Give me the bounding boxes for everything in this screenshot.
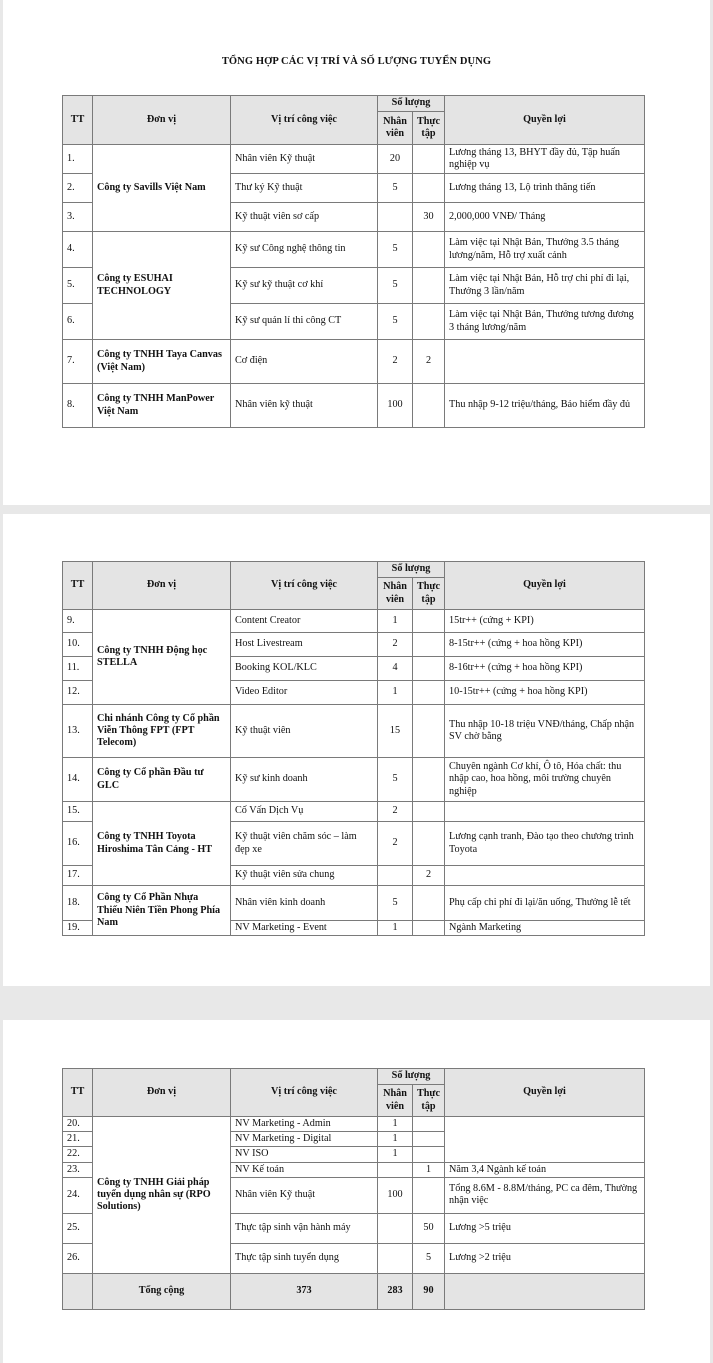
header-intern: Thực tập [413, 578, 445, 610]
header-intern: Thực tập [413, 112, 445, 145]
company-name: Công ty TNHH Động học STELLA [93, 610, 231, 705]
table-row: 24. Nhân viên Kỹ thuật 100 Tổng 8.6M - 8.8M/tháng, PC ca đêm, Thường nhận việc [63, 1177, 645, 1213]
table-row: 18. Công ty Cổ Phần Nhựa Thiếu Niên Tiền Phong Phía Nam Nhân viên kinh doanh 5 Phụ cấp chi phí đi lại/ăn uống, Thưởng lễ tết [63, 886, 645, 921]
page-2 [3, 514, 710, 986]
header-tt: TT [63, 1069, 93, 1117]
table-row: 8. Công ty TNHH ManPower Việt Nam Nhân viên kỹ thuật 100 Thu nhập 9-12 triệu/tháng, Bảo hiểm đầy đủ [63, 384, 645, 428]
table-row: 23. NV Kế toán 1 Năm 3,4 Ngành kế toán [63, 1162, 645, 1177]
table-row: 14. Công ty Cổ phần Đầu tư GLC Kỹ sư kinh doanh 5 Chuyên ngành Cơ khí, Ô tô, Hóa chất: thu nhập cao, hoa hồng, môi trường chuyên nghiệp [63, 758, 645, 802]
company-name: Công ty TNHH Taya Canvas (Việt Nam) [93, 340, 231, 384]
document-title: TỔNG HỢP CÁC VỊ TRÍ VÀ SỐ LƯỢNG TUYỂN DỤNG [221, 56, 492, 67]
table-row: 1. Công ty Savills Việt Nam Nhân viên Kỹ thuật 20 Lương tháng 13, BHYT đầy đủ, Tập huấn nghiệp vụ [63, 145, 645, 174]
table-row: 2. Thư ký Kỹ thuật 5 Lương tháng 13, Lộ trình thăng tiến [63, 174, 645, 203]
header-unit: Đơn vị [93, 562, 231, 610]
company-name: Công ty TNHH Giải pháp tuyển dụng nhân sự (RPO Solutions) [93, 1117, 231, 1274]
header-benefits: Quyền lợi [445, 1069, 645, 1117]
header-unit: Đơn vị [93, 1069, 231, 1117]
header-quantity: Số lượng [378, 1069, 445, 1085]
total-row [63, 1273, 645, 1309]
table-row: 16. Kỹ thuật viên chăm sóc – làm đẹp xe 2 Lương cạnh tranh, Đào tạo theo chương trình Toyota [63, 822, 645, 866]
table-row: 19. NV Marketing - Event 1 Ngành Marketing [63, 921, 645, 936]
table-row: 6. Kỹ sư quản lí thi công CT 5 Làm việc tại Nhật Bản, Thưởng tương đương 3 tháng lương/năm [63, 304, 645, 340]
company-name: Công ty Cổ Phần Nhựa Thiếu Niên Tiền Phong Phía Nam [93, 886, 231, 936]
header-position: Vị trí công việc [231, 562, 378, 610]
table-row: 7. Công ty TNHH Taya Canvas (Việt Nam) Cơ điện 2 2 [63, 340, 645, 384]
table-row: 20. Công ty TNHH Giải pháp tuyển dụng nhân sự (RPO Solutions) NV Marketing - Admin 1 [63, 1117, 645, 1132]
header-quantity: Số lượng [378, 562, 445, 578]
table-row: 5. Kỹ sư kỹ thuật cơ khí 5 Làm việc tại Nhật Bản, Hỗ trợ chi phí đi lại, Thưởng 3 lần/năm [63, 268, 645, 304]
table-row: 25. Thực tập sinh vận hành máy 50 Lương >5 triệu [63, 1213, 645, 1243]
page-1 [3, 0, 710, 505]
header-unit: Đơn vị [93, 96, 231, 145]
table-row: 10. Host Livestream 2 8-15tr++ (cứng + hoa hồng KPI) [63, 633, 645, 657]
total-staff: 283 [378, 1273, 413, 1309]
table-row: 4. Công ty ESUHAI TECHNOLOGY Kỹ sư Công nghệ thông tin 5 Làm việc tại Nhật Bản, Thưởng 3.5 tháng lương/năm, Hỗ trợ xuất cảnh [63, 232, 645, 268]
header-quantity: Số lượng [378, 96, 445, 112]
table-row: 3. Kỹ thuật viên sơ cấp 30 2,000,000 VNĐ/ Tháng [63, 203, 645, 232]
table-row: 17. Kỹ thuật viên sửa chung 2 [63, 866, 645, 886]
total-label: Tổng cộng [93, 1273, 231, 1309]
table-row: 15. Công ty TNHH Toyota Hiroshima Tân Cảng - HT Cố Vấn Dịch Vụ 2 [63, 802, 645, 822]
header-benefits: Quyền lợi [445, 96, 645, 145]
recruitment-table-part-1 [62, 95, 645, 428]
total-intern: 90 [413, 1273, 445, 1309]
header-tt: TT [63, 96, 93, 145]
header-staff: Nhân viên [378, 578, 413, 610]
total-all: 373 [231, 1273, 378, 1309]
company-name: Công ty Cổ phần Đầu tư GLC [93, 758, 231, 802]
company-name: Công ty TNHH Toyota Hiroshima Tân Cảng - HT [93, 802, 231, 886]
recruitment-table-part-3 [62, 1068, 645, 1310]
header-intern: Thực tập [413, 1085, 445, 1117]
table-row: 11. Booking KOL/KLC 4 8-16tr++ (cứng + hoa hồng KPI) [63, 657, 645, 681]
table-row: 9. Công ty TNHH Động học STELLA Content Creator 1 15tr++ (cứng + KPI) [63, 610, 645, 633]
page-3 [3, 1020, 710, 1363]
company-name: Công ty TNHH ManPower Việt Nam [93, 384, 231, 428]
table-row: 26. Thực tập sinh tuyển dụng 5 Lương >2 triệu [63, 1243, 645, 1273]
company-name: Chi nhánh Công ty Cổ phần Viễn Thông FPT (FPT Telecom) [93, 705, 231, 758]
table-row: 21. NV Marketing - Digital 1 [63, 1132, 645, 1147]
header-position: Vị trí công việc [231, 96, 378, 145]
company-name: Công ty ESUHAI TECHNOLOGY [93, 232, 231, 340]
header-staff: Nhân viên [378, 112, 413, 145]
company-name: Công ty Savills Việt Nam [93, 145, 231, 232]
table-row: 13. Chi nhánh Công ty Cổ phần Viễn Thông FPT (FPT Telecom) Kỹ thuật viên 15 Thu nhập 10-18 triệu VNĐ/tháng, Chấp nhận SV chờ bằng [63, 705, 645, 758]
header-tt: TT [63, 562, 93, 610]
table-row: 12. Video Editor 1 10-15tr++ (cứng + hoa hồng KPI) [63, 681, 645, 705]
header-benefits: Quyền lợi [445, 562, 645, 610]
header-staff: Nhân viên [378, 1085, 413, 1117]
recruitment-table-part-2 [62, 561, 645, 936]
table-row: 22. NV ISO 1 [63, 1147, 645, 1162]
header-position: Vị trí công việc [231, 1069, 378, 1117]
